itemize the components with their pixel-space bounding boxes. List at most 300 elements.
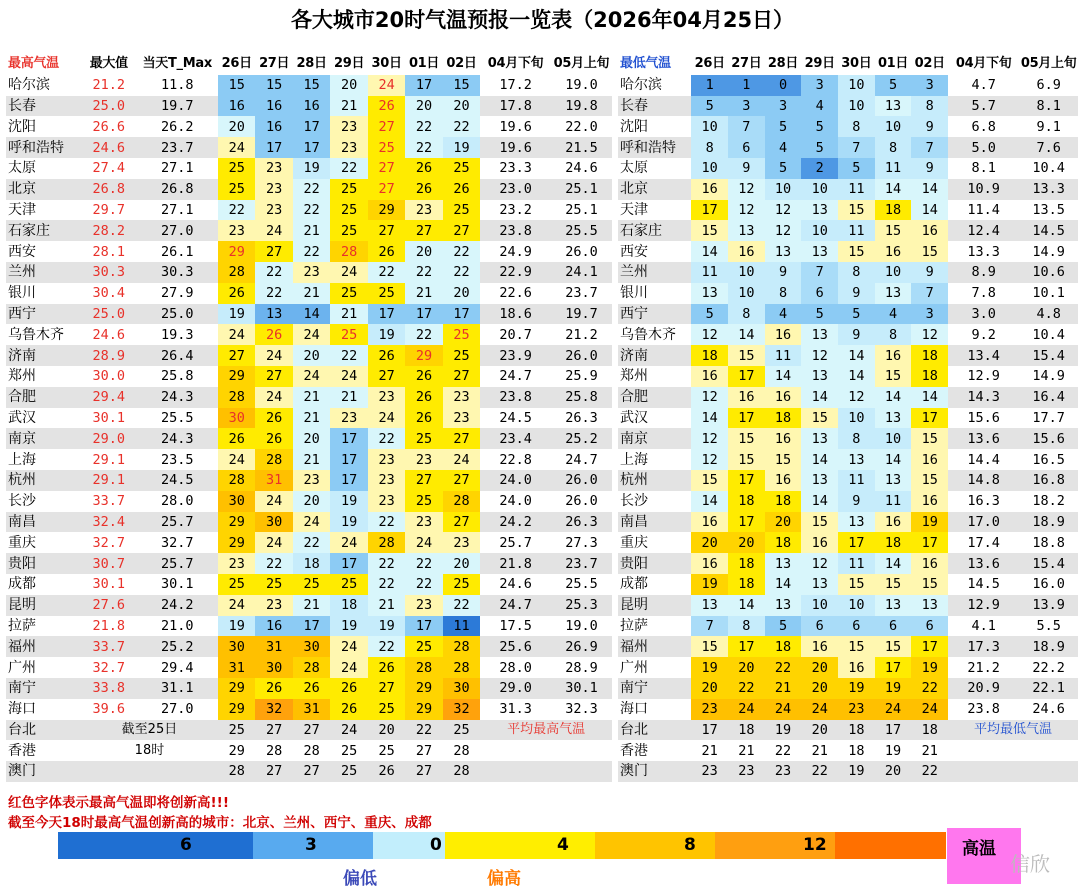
forecast-high-cell: 24 (330, 720, 367, 741)
forecast-low-cell: 5 (691, 96, 728, 117)
forecast-high-cell: 27 (255, 366, 292, 387)
forecast-low-cell: 15 (728, 449, 765, 470)
forecast-high-cell: 24 (218, 324, 255, 345)
avg-low-late-apr: 11.4 (967, 201, 1000, 218)
avg-low-early-may: 18.2 (1032, 493, 1065, 510)
legend-warm-label: 偏高 (487, 869, 521, 889)
forecast-high-cell: 25 (443, 200, 480, 221)
empty-cell (948, 740, 1078, 761)
avg-low-late-apr: 4.7 (971, 77, 996, 94)
avg-high-early-may: 19.7 (551, 304, 612, 325)
forecast-low-cell: 13 (801, 366, 838, 387)
forecast-high-cell: 30 (255, 657, 292, 678)
forecast-high-cell: 28 (293, 657, 330, 678)
low-header-cell: 04月下旬 (955, 56, 1012, 72)
forecast-low-cell: 3 (911, 75, 948, 96)
forecast-low-cell: 13 (875, 595, 912, 616)
avg-low-early-may: 18.9 (1019, 512, 1078, 533)
forecast-low-cell: 19 (875, 678, 912, 699)
forecast-high-cell: 21 (293, 595, 330, 616)
avg-low-early-may: 16.5 (1032, 451, 1065, 468)
forecast-low-cell: 20 (801, 720, 838, 741)
forecast-high-cell: 14 (293, 304, 330, 325)
avg-high-early-may: 24.6 (565, 160, 598, 177)
forecast-low-cell: 13 (691, 283, 728, 304)
avg-low-late-apr: 3.0 (948, 304, 1019, 325)
avg-high-late-apr: 31.3 (499, 701, 532, 718)
forecast-low-cell: 18 (911, 720, 948, 741)
forecast-low-cell: 13 (765, 241, 802, 262)
forecast-low-cell: 16 (691, 179, 728, 200)
city-name: 北京 (618, 179, 691, 200)
legend-tick-0: 0 (430, 835, 442, 855)
avg-high-early-may: 26.3 (565, 409, 598, 426)
avg-low-late-apr: 14.4 (967, 451, 1000, 468)
avg-high-early-may: 25.1 (565, 201, 598, 218)
avg-high-late-apr: 24.7 (499, 368, 532, 385)
forecast-low-cell: 17 (911, 408, 948, 429)
forecast-high-cell: 23 (405, 512, 442, 533)
avg-low-late-apr: 4.1 (971, 617, 996, 634)
forecast-high-cell: 22 (368, 512, 405, 533)
forecast-high-cell: 29 (405, 678, 442, 699)
empty-cell (948, 761, 1078, 782)
city-name: 杭州 (618, 470, 691, 491)
forecast-high-cell: 25 (368, 699, 405, 720)
record-max: 30.1 (92, 576, 126, 593)
forecast-high-cell: 22 (368, 553, 405, 574)
avg-low-late-apr: 17.4 (967, 534, 1000, 551)
forecast-high-cell: 27 (443, 366, 480, 387)
avg-high-late-apr: 23.2 (499, 201, 532, 218)
forecast-high-cell: 19 (330, 616, 367, 637)
avg-low-late-apr: 13.3 (967, 243, 1000, 260)
forecast-low-cell: 10 (875, 116, 912, 137)
forecast-low-cell: 24 (728, 699, 765, 720)
avg-high-late-apr: 29.0 (480, 678, 551, 699)
low-extra-row (618, 740, 1078, 761)
city-name: 海口 (620, 701, 648, 718)
forecast-low-cell: 12 (765, 200, 802, 221)
avg-high-late-apr: 23.0 (480, 179, 551, 200)
low-row (618, 699, 1078, 720)
high-row (6, 200, 612, 221)
forecast-high-cell: 27 (255, 241, 292, 262)
forecast-low-cell: 16 (728, 387, 765, 408)
forecast-high-cell: 25 (368, 283, 405, 304)
forecast-high-cell: 27 (405, 761, 442, 782)
forecast-low-cell: 18 (765, 636, 802, 657)
avg-low-early-may: 24.6 (1032, 701, 1065, 718)
low-header-cell: 05月上旬 (1020, 56, 1077, 72)
avg-low-early-may: 13.9 (1019, 595, 1078, 616)
avg-high-early-may: 25.5 (551, 220, 612, 241)
today-max: 25.8 (161, 368, 194, 385)
forecast-low-cell: 5 (801, 116, 838, 137)
forecast-high-cell: 25 (443, 345, 480, 366)
city-name: 南昌 (618, 512, 691, 533)
low-row (618, 678, 1078, 699)
forecast-high-cell: 23 (443, 532, 480, 553)
forecast-low-cell: 18 (728, 574, 765, 595)
forecast-low-cell: 16 (911, 491, 948, 512)
avg-low-late-apr: 12.4 (948, 220, 1019, 241)
city-name: 贵阳 (6, 553, 81, 574)
forecast-low-cell: 11 (765, 345, 802, 366)
forecast-low-cell: 15 (728, 345, 765, 366)
forecast-low-cell: 19 (838, 678, 875, 699)
record-max: 21.8 (92, 617, 126, 634)
low-row (618, 75, 1078, 96)
forecast-high-cell: 19 (218, 616, 255, 637)
forecast-low-cell: 15 (838, 574, 875, 595)
high-row (6, 553, 612, 574)
avg-low-early-may: 18.9 (1019, 636, 1078, 657)
forecast-high-cell: 27 (368, 179, 405, 200)
forecast-low-cell: 0 (765, 75, 802, 96)
forecast-high-cell: 25 (405, 428, 442, 449)
avg-low-early-may: 16.0 (1032, 576, 1065, 593)
forecast-high-cell: 21 (330, 387, 367, 408)
forecast-low-cell: 5 (765, 616, 802, 637)
avg-low-late-apr: 17.3 (948, 636, 1019, 657)
city-name: 武汉 (8, 409, 36, 426)
forecast-high-cell: 15 (255, 75, 292, 96)
forecast-high-cell: 21 (293, 387, 330, 408)
city-name: 合肥 (618, 387, 691, 408)
note-record-cities: 截至今天18时最高气温创新高的城市：北京、兰州、西宁、重庆、成都 (8, 815, 432, 831)
today-max: 27.1 (161, 160, 194, 177)
forecast-low-cell: 12 (691, 428, 728, 449)
forecast-low-cell: 15 (691, 636, 728, 657)
forecast-low-cell: 20 (728, 532, 765, 553)
low-extra-row (618, 761, 1078, 782)
forecast-high-cell: 22 (293, 179, 330, 200)
low-row (618, 158, 1078, 179)
city-name: 南昌 (6, 512, 81, 533)
low-row (618, 553, 1078, 574)
forecast-high-cell: 19 (330, 512, 367, 533)
forecast-low-cell: 14 (728, 324, 765, 345)
forecast-low-cell: 23 (765, 761, 802, 782)
avg-high-late-apr: 19.6 (480, 137, 551, 158)
forecast-high-cell: 27 (368, 220, 405, 241)
forecast-low-cell: 18 (838, 720, 875, 741)
forecast-high-cell: 29 (218, 699, 255, 720)
high-header-cell: 30日 (371, 56, 402, 72)
forecast-low-cell: 12 (801, 345, 838, 366)
forecast-high-cell: 26 (405, 408, 442, 429)
today-max: 28.0 (161, 493, 194, 510)
city-name: 广州 (620, 659, 648, 676)
avg-low-early-may: 5.5 (1036, 617, 1061, 634)
forecast-high-cell: 17 (330, 449, 367, 470)
forecast-high-cell: 28 (266, 742, 283, 759)
low-header-cell: 01日 (877, 56, 909, 72)
avg-low-early-may: 13.3 (1019, 179, 1078, 200)
forecast-low-cell: 15 (838, 241, 875, 262)
forecast-low-cell: 13 (875, 283, 912, 304)
forecast-high-cell: 20 (405, 96, 442, 117)
forecast-high-cell: 26 (218, 283, 255, 304)
high-row (6, 220, 612, 241)
today-max: 26.1 (161, 243, 194, 260)
avg-low-late-apr: 15.6 (967, 409, 1000, 426)
forecast-high-cell: 25 (368, 137, 405, 158)
forecast-high-cell: 27 (368, 366, 405, 387)
legend-tick-8: 8 (684, 835, 696, 855)
forecast-high-cell: 31 (255, 636, 292, 657)
high-header-cell: 04月下旬 (487, 56, 544, 72)
forecast-high-cell: 26 (368, 241, 405, 262)
today-max: 24.2 (137, 595, 218, 616)
forecast-high-cell: 20 (443, 553, 480, 574)
forecast-low-cell: 9 (838, 283, 875, 304)
today-max: 32.7 (161, 534, 194, 551)
forecast-low-cell: 14 (875, 179, 912, 200)
low-row (618, 262, 1078, 283)
avg-high-late-apr: 21.8 (480, 553, 551, 574)
forecast-low-cell: 14 (765, 574, 802, 595)
forecast-low-cell: 19 (884, 742, 902, 759)
high-row (6, 304, 612, 325)
low-header-cell: 28日 (767, 56, 799, 72)
low-row (618, 283, 1078, 304)
city-name: 兰州 (6, 262, 81, 283)
low-row (618, 220, 1078, 241)
avg-high-early-may: 23.7 (551, 553, 612, 574)
high-header-cell: 当天T_Max (142, 56, 212, 72)
avg-high-late-apr: 20.7 (499, 326, 532, 343)
city-name: 石家庄 (6, 220, 81, 241)
forecast-high-cell: 22 (405, 553, 442, 574)
forecast-low-cell: 14 (875, 449, 912, 470)
record-max: 24.6 (81, 137, 137, 158)
forecast-low-cell: 15 (838, 200, 875, 221)
forecast-low-cell: 14 (691, 408, 728, 429)
forecast-low-cell: 8 (838, 428, 875, 449)
record-max: 30.7 (81, 553, 137, 574)
high-row (6, 408, 612, 429)
high-row (6, 158, 612, 179)
avg-low-late-apr: 12.9 (967, 368, 1000, 385)
low-row (618, 304, 1078, 325)
low-row (618, 200, 1078, 221)
note-red-font: 红色字体表示最高气温即将创新高!!! (8, 795, 229, 811)
low-extra-row (618, 720, 1078, 741)
forecast-high-cell: 28 (405, 657, 442, 678)
forecast-high-cell: 16 (293, 96, 330, 117)
avg-low-label: 平均最低气温 (948, 720, 1078, 741)
record-max: 32.7 (92, 534, 126, 551)
avg-high-early-may: 26.0 (551, 470, 612, 491)
high-row (6, 179, 612, 200)
forecast-high-cell: 17 (443, 304, 480, 325)
forecast-high-cell: 24 (255, 220, 292, 241)
forecast-low-cell: 3 (765, 96, 802, 117)
forecast-high-cell: 26 (330, 678, 367, 699)
record-max: 28.2 (81, 220, 137, 241)
forecast-high-cell: 25 (218, 574, 255, 595)
forecast-low-cell: 10 (801, 220, 838, 241)
forecast-high-cell: 25 (340, 742, 358, 759)
forecast-low-cell: 16 (911, 553, 948, 574)
forecast-low-cell: 8 (875, 324, 912, 345)
forecast-high-cell: 25 (443, 574, 480, 595)
forecast-low-cell: 12 (691, 324, 728, 345)
forecast-high-cell: 28 (330, 241, 367, 262)
record-max: 33.8 (81, 678, 137, 699)
avg-high-early-may: 26.3 (551, 512, 612, 533)
forecast-high-cell: 24 (293, 324, 330, 345)
forecast-low-cell: 20 (875, 761, 912, 782)
avg-low-late-apr: 14.8 (948, 470, 1019, 491)
record-max: 29.7 (92, 201, 126, 218)
forecast-low-cell: 6 (728, 137, 765, 158)
forecast-low-cell: 19 (911, 657, 948, 678)
today-max: 25.0 (137, 304, 218, 325)
forecast-low-cell: 1 (691, 75, 728, 96)
forecast-low-cell: 15 (801, 512, 838, 533)
forecast-low-cell: 17 (911, 636, 948, 657)
city-name: 济南 (618, 345, 691, 366)
high-row (6, 283, 612, 304)
low-row (618, 636, 1078, 657)
forecast-high-cell: 24 (293, 366, 330, 387)
forecast-low-cell: 11 (875, 491, 912, 512)
record-max: 33.7 (92, 493, 126, 510)
forecast-high-cell: 20 (405, 241, 442, 262)
avg-high-late-apr: 23.9 (480, 345, 551, 366)
city-name: 上海 (620, 451, 648, 468)
forecast-high-cell: 20 (330, 75, 367, 96)
forecast-high-cell: 28 (218, 262, 255, 283)
today-max: 26.2 (161, 118, 194, 135)
high-row (6, 116, 612, 137)
legend-band-warm4 (595, 832, 715, 859)
forecast-high-cell: 26 (405, 179, 442, 200)
avg-high-late-apr: 24.9 (499, 243, 532, 260)
forecast-high-cell: 22 (405, 262, 442, 283)
forecast-low-cell: 10 (728, 283, 765, 304)
update-note (81, 761, 218, 782)
forecast-high-cell: 20 (293, 428, 330, 449)
forecast-high-cell: 24 (368, 408, 405, 429)
forecast-low-cell: 7 (911, 283, 948, 304)
forecast-high-cell: 15 (218, 75, 255, 96)
forecast-high-cell: 19 (443, 137, 480, 158)
forecast-high-cell: 25 (330, 574, 367, 595)
forecast-low-cell: 13 (801, 200, 838, 221)
forecast-low-cell: 3 (801, 75, 838, 96)
avg-high-late-apr: 24.2 (480, 512, 551, 533)
low-row (618, 96, 1078, 117)
avg-low-late-apr: 7.8 (971, 285, 996, 302)
forecast-low-cell: 16 (875, 512, 912, 533)
forecast-high-cell: 23 (218, 553, 255, 574)
high-extra-row (6, 740, 612, 761)
forecast-high-cell: 26 (293, 678, 330, 699)
forecast-low-cell: 13 (875, 470, 912, 491)
forecast-low-cell: 21 (738, 742, 755, 759)
forecast-low-cell: 9 (765, 262, 802, 283)
forecast-low-cell: 2 (801, 158, 838, 179)
city-name: 天津 (8, 201, 36, 218)
avg-low-early-may: 16.8 (1019, 470, 1078, 491)
forecast-high-cell: 30 (218, 408, 255, 429)
city-name: 南京 (6, 428, 81, 449)
forecast-high-cell: 19 (330, 491, 367, 512)
city-name: 天津 (620, 201, 648, 218)
avg-low-late-apr: 10.9 (948, 179, 1019, 200)
forecast-low-cell: 10 (838, 408, 875, 429)
forecast-low-cell: 18 (728, 553, 765, 574)
low-row (618, 470, 1078, 491)
avg-high-early-may: 24.7 (565, 451, 598, 468)
forecast-high-cell: 26 (368, 96, 405, 117)
city-name: 福州 (6, 636, 81, 657)
forecast-low-cell: 18 (875, 200, 912, 221)
record-max: 25.0 (81, 304, 137, 325)
forecast-low-cell: 16 (765, 324, 802, 345)
avg-low-early-may: 22.2 (1032, 659, 1065, 676)
high-header-cell: 29日 (334, 56, 365, 72)
forecast-low-cell: 7 (728, 116, 765, 137)
legend-tick-4: 4 (557, 835, 569, 855)
forecast-high-cell: 17 (405, 75, 442, 96)
forecast-high-cell: 22 (255, 262, 292, 283)
high-header-cell: 02日 (446, 56, 477, 72)
high-row (6, 345, 612, 366)
forecast-high-cell: 24 (443, 449, 480, 470)
forecast-high-cell: 25 (330, 324, 367, 345)
forecast-high-cell: 26 (368, 761, 405, 782)
today-max: 29.4 (161, 659, 194, 676)
avg-low-early-may: 6.9 (1036, 77, 1061, 94)
avg-low-early-may: 10.4 (1032, 326, 1065, 343)
avg-high-early-may: 26.0 (565, 243, 598, 260)
forecast-high-cell: 22 (405, 720, 442, 741)
record-max: 29.4 (81, 387, 137, 408)
forecast-high-cell: 26 (255, 678, 292, 699)
avg-high-early-may: 27.3 (565, 534, 598, 551)
high-header-cell: 01日 (408, 56, 440, 72)
forecast-low-cell: 15 (875, 574, 912, 595)
forecast-low-cell: 15 (838, 636, 875, 657)
legend-band-warm0 (445, 832, 595, 859)
avg-low-early-may: 17.7 (1032, 409, 1065, 426)
today-max: 24.3 (137, 387, 218, 408)
city-name: 拉萨 (8, 617, 36, 634)
legend-band-warm12 (835, 832, 946, 859)
low-header-cell: 02日 (914, 56, 945, 72)
city-name: 银川 (620, 285, 648, 302)
forecast-low-cell: 17 (875, 657, 912, 678)
avg-low-late-apr: 17.0 (948, 512, 1019, 533)
avg-high-late-apr: 23.4 (480, 428, 551, 449)
forecast-low-cell: 21 (701, 742, 718, 759)
city-name: 拉萨 (620, 617, 648, 634)
forecast-low-cell: 14 (691, 491, 728, 512)
high-row (6, 324, 612, 345)
city-name: 西宁 (6, 304, 81, 325)
forecast-high-cell: 25 (330, 761, 367, 782)
forecast-high-cell: 21 (293, 449, 330, 470)
forecast-low-cell: 4 (801, 96, 838, 117)
forecast-low-cell: 16 (765, 428, 802, 449)
forecast-low-cell: 24 (875, 699, 912, 720)
forecast-low-cell: 14 (728, 595, 765, 616)
